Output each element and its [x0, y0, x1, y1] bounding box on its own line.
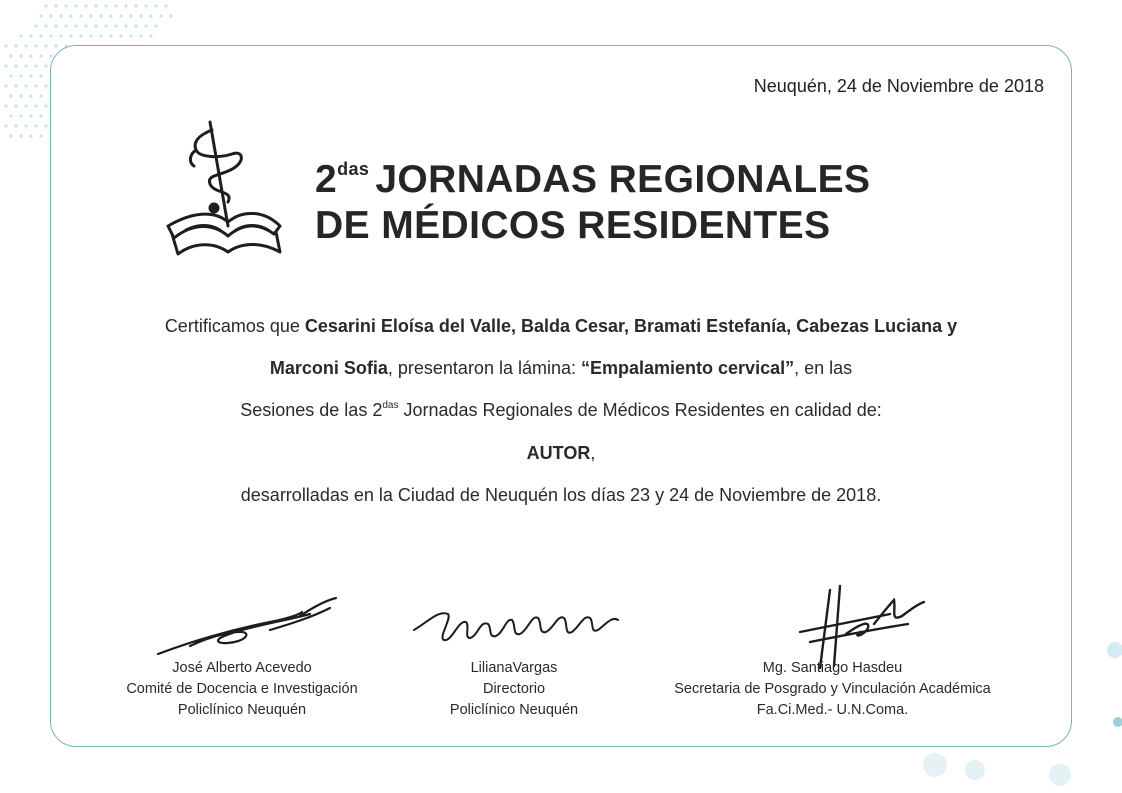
decorative-dot [29, 54, 32, 57]
signatory-name: LilianaVargas [470, 660, 558, 676]
decorative-dot [34, 124, 37, 127]
certificate-line-2 [50, 358, 1072, 379]
decorative-dot [34, 84, 37, 87]
role-label: AUTOR [526, 443, 591, 463]
decorative-dot [109, 14, 112, 17]
signature-1 [150, 592, 350, 662]
title-ordinal: das [337, 159, 370, 179]
line2-suffix: , en las [794, 358, 853, 378]
decorative-dot [44, 84, 47, 87]
decorative-dot [4, 84, 7, 87]
decorative-dot [94, 24, 97, 27]
signatory-name: Mg. Santiago Hasdeu [762, 660, 903, 676]
signatory-1 [92, 658, 392, 721]
decorative-dot [124, 4, 127, 7]
decorative-dot [149, 14, 152, 17]
decorative-dot [69, 34, 72, 37]
decorative-dot [24, 124, 27, 127]
signatory-institution: Policlínico Neuquén [449, 702, 579, 718]
line3-prefix: Sesiones de las 2 [240, 400, 383, 420]
decorative-dot [24, 44, 27, 47]
decorative-dot [94, 4, 97, 7]
decorative-dot [139, 14, 142, 17]
signature-2 [408, 600, 628, 650]
decorative-dot [54, 4, 57, 7]
decorative-dot [34, 104, 37, 107]
certificate-line-3 [50, 400, 1072, 421]
decorative-dot [129, 34, 132, 37]
decorative-dot [39, 114, 42, 117]
decorative-dot [49, 54, 52, 57]
decorative-dot [24, 104, 27, 107]
decorative-dot [134, 24, 137, 27]
decorative-dot [9, 134, 12, 137]
title-line-1 [315, 146, 870, 203]
line1-prefix: Certificamos que [164, 316, 305, 336]
decorative-dot [14, 64, 17, 67]
decorative-dot [69, 14, 72, 17]
decorative-dot [154, 4, 157, 7]
decorative-dot [29, 74, 32, 77]
role-suffix: , [590, 443, 596, 463]
decorative-dot [14, 104, 17, 107]
decorative-dot [24, 84, 27, 87]
decorative-dot [34, 64, 37, 67]
decorative-dot [64, 24, 67, 27]
decorative-dot [99, 34, 102, 37]
place-and-date: Neuquén, 24 de Noviembre de 2018 [753, 76, 1044, 96]
decorative-dot [64, 4, 67, 7]
work-title: “Empalamiento cervical” [581, 358, 795, 378]
decorative-dot [114, 24, 117, 27]
signatory-name: José Alberto Acevedo [172, 660, 312, 676]
decorative-dot [149, 34, 152, 37]
decorative-dot [9, 74, 12, 77]
decorative-dot [74, 4, 77, 7]
decorative-dot [89, 14, 92, 17]
decorative-dot [159, 14, 162, 17]
decorative-dot [44, 4, 47, 7]
decorative-dot [119, 14, 122, 17]
decorative-dot [59, 14, 62, 17]
decorative-dot [24, 64, 27, 67]
signatory-3 [630, 658, 1035, 721]
decorative-dot [44, 44, 47, 47]
decorative-dot [34, 44, 37, 47]
decorative-dot [29, 134, 32, 137]
decorative-dot [109, 34, 112, 37]
event-title [315, 146, 870, 249]
decorative-dot [19, 134, 22, 137]
signatory-institution: Policlínico Neuquén [177, 702, 307, 718]
decorative-dot [14, 44, 17, 47]
decorative-dot [4, 104, 7, 107]
decorative-dot [99, 14, 102, 17]
decorative-dot [44, 24, 47, 27]
decorative-dot [4, 124, 7, 127]
title-line-2: DE MÉDICOS RESIDENTES [315, 204, 831, 247]
decorative-dot [54, 24, 57, 27]
decorative-dot [154, 24, 157, 27]
decorative-dot [44, 64, 47, 67]
decorative-dot [84, 4, 87, 7]
certificate-line-5: desarrolladas en la Ciudad de Neuquén los días 23 y 24 de Noviembre de 2018. [240, 485, 882, 505]
decorative-dot [119, 34, 122, 37]
decorative-dot [79, 34, 82, 37]
decorative-dot [39, 54, 42, 57]
certificate-role [50, 443, 1072, 464]
decorative-dot [39, 34, 42, 37]
decorative-dot [49, 34, 52, 37]
book-stethoscope-logo-icon [162, 114, 287, 264]
decorative-dot [164, 4, 167, 7]
decorative-dot [124, 24, 127, 27]
decorative-dot [9, 94, 12, 97]
decorative-dot [79, 14, 82, 17]
recipient-last-name: Marconi Sofia [269, 358, 388, 378]
decorative-dot [9, 114, 12, 117]
decorative-dot [14, 84, 17, 87]
signatory-institution: Fa.Ci.Med.- U.N.Coma. [756, 702, 909, 718]
title-number: 2 [315, 158, 338, 201]
decorative-dot [44, 124, 47, 127]
decorative-dot [39, 14, 42, 17]
decorative-dot [39, 134, 42, 137]
decorative-dot [44, 104, 47, 107]
decorative-dot [19, 114, 22, 117]
decorative-dot [59, 34, 62, 37]
decorative-dot [104, 4, 107, 7]
decorative-dot [29, 114, 32, 117]
signatory-position: Comité de Docencia e Investigación [126, 681, 358, 697]
decorative-dot [19, 74, 22, 77]
decorative-dot [114, 4, 117, 7]
decorative-dot [39, 74, 42, 77]
decorative-dot [19, 54, 22, 57]
decorative-dot [144, 4, 147, 7]
recipients-names: Cesarini Eloísa del Valle, Balda Cesar, Bramati Estefanía, Cabezas Luciana y [304, 316, 958, 336]
decorative-dot [4, 64, 7, 67]
decorative-dot [104, 24, 107, 27]
decorative-dot [139, 34, 142, 37]
certificate-line-1 [50, 316, 1072, 337]
decorative-dot [129, 14, 132, 17]
decorative-dot [134, 4, 137, 7]
decorative-dot [49, 14, 52, 17]
signatory-position: Directorio [482, 681, 546, 697]
decorative-dot [34, 24, 37, 27]
line3-suffix: Jornadas Regionales de Médicos Residentes en calidad de: [398, 400, 882, 420]
decorative-dot [74, 24, 77, 27]
decorative-dot [29, 34, 32, 37]
decorative-dot [19, 34, 22, 37]
signatory-2 [384, 658, 644, 721]
decorative-dot [39, 94, 42, 97]
line3-ordinal: das [382, 400, 399, 411]
decorative-dot [4, 44, 7, 47]
line2-mid: , presentaron la lámina: [387, 358, 581, 378]
decorative-dot [14, 124, 17, 127]
title-line-1-text: JORNADAS REGIONALES [375, 158, 871, 201]
decorative-dot [144, 24, 147, 27]
decorative-dot [84, 24, 87, 27]
decorative-dot [54, 44, 57, 47]
signatory-position: Secretaria de Posgrado y Vinculación Académica [674, 681, 991, 697]
decorative-dot [9, 54, 12, 57]
decorative-dot [89, 34, 92, 37]
decorative-dot [29, 94, 32, 97]
decorative-dot [19, 94, 22, 97]
decorative-dot [169, 14, 172, 17]
